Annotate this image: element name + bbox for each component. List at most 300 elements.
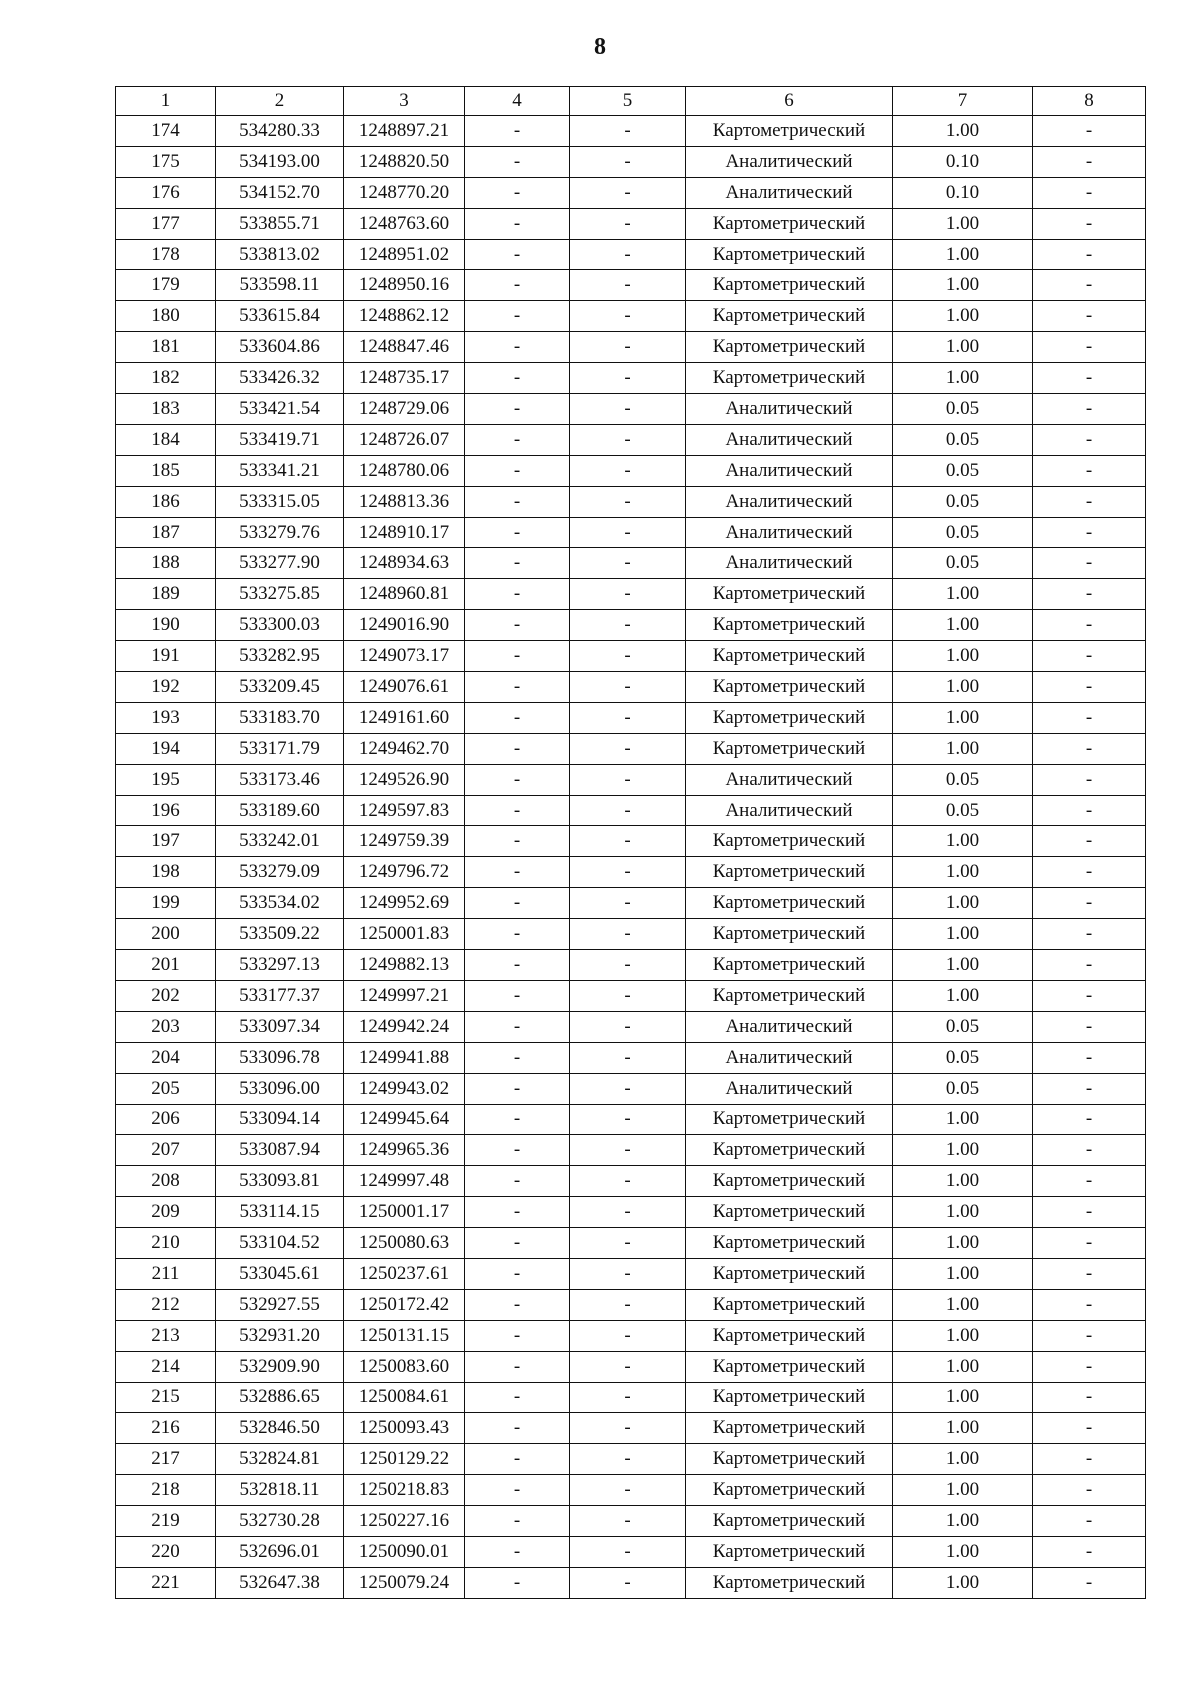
col5-cell: -	[570, 548, 686, 579]
point-number-cell: 215	[116, 1382, 216, 1413]
x-coordinate-cell: 533426.32	[216, 363, 344, 394]
col8-cell: -	[1033, 950, 1146, 981]
col4-cell: -	[465, 332, 570, 363]
x-coordinate-cell: 533421.54	[216, 394, 344, 425]
table-row	[116, 1413, 1146, 1444]
col5-cell: -	[570, 517, 686, 548]
col4-cell: -	[465, 950, 570, 981]
x-coordinate-cell: 533045.61	[216, 1258, 344, 1289]
col4-cell: -	[465, 888, 570, 919]
accuracy-cell: 0.05	[893, 795, 1033, 826]
table-row	[116, 1258, 1146, 1289]
accuracy-cell: 0.10	[893, 177, 1033, 208]
method-cell: Аналитический	[686, 1042, 893, 1073]
method-cell: Картометрический	[686, 239, 893, 270]
x-coordinate-cell: 533419.71	[216, 424, 344, 455]
col5-cell: -	[570, 1444, 686, 1475]
method-cell: Картометрический	[686, 1289, 893, 1320]
table-row	[116, 702, 1146, 733]
col4-cell: -	[465, 1444, 570, 1475]
y-coordinate-cell: 1249526.90	[344, 764, 465, 795]
point-number-cell: 197	[116, 826, 216, 857]
table-row	[116, 1536, 1146, 1567]
point-number-cell: 212	[116, 1289, 216, 1320]
col5-cell: -	[570, 1536, 686, 1567]
col4-cell: -	[465, 548, 570, 579]
y-coordinate-cell: 1250079.24	[344, 1567, 465, 1598]
column-header: 1	[116, 87, 216, 116]
method-cell: Аналитический	[686, 177, 893, 208]
method-cell: Аналитический	[686, 455, 893, 486]
y-coordinate-cell: 1249016.90	[344, 610, 465, 641]
col4-cell: -	[465, 455, 570, 486]
table-row	[116, 424, 1146, 455]
col8-cell: -	[1033, 486, 1146, 517]
x-coordinate-cell: 532647.38	[216, 1567, 344, 1598]
method-cell: Картометрический	[686, 1506, 893, 1537]
accuracy-cell: 1.00	[893, 888, 1033, 919]
point-number-cell: 206	[116, 1104, 216, 1135]
table-row	[116, 579, 1146, 610]
method-cell: Картометрический	[686, 733, 893, 764]
x-coordinate-cell: 532696.01	[216, 1536, 344, 1567]
accuracy-cell: 1.00	[893, 1320, 1033, 1351]
col4-cell: -	[465, 363, 570, 394]
point-number-cell: 217	[116, 1444, 216, 1475]
col8-cell: -	[1033, 764, 1146, 795]
table-row	[116, 1444, 1146, 1475]
accuracy-cell: 0.05	[893, 424, 1033, 455]
col4-cell: -	[465, 394, 570, 425]
col8-cell: -	[1033, 208, 1146, 239]
point-number-cell: 210	[116, 1228, 216, 1259]
col4-cell: -	[465, 826, 570, 857]
col8-cell: -	[1033, 1166, 1146, 1197]
col5-cell: -	[570, 177, 686, 208]
col8-cell: -	[1033, 177, 1146, 208]
col8-cell: -	[1033, 548, 1146, 579]
table-row	[116, 1011, 1146, 1042]
col8-cell: -	[1033, 702, 1146, 733]
point-number-cell: 201	[116, 950, 216, 981]
method-cell: Картометрический	[686, 950, 893, 981]
col4-cell: -	[465, 1506, 570, 1537]
y-coordinate-cell: 1249941.88	[344, 1042, 465, 1073]
table-row	[116, 270, 1146, 301]
x-coordinate-cell: 533087.94	[216, 1135, 344, 1166]
col5-cell: -	[570, 610, 686, 641]
y-coordinate-cell: 1248770.20	[344, 177, 465, 208]
table-row	[116, 857, 1146, 888]
method-cell: Аналитический	[686, 548, 893, 579]
table-row	[116, 733, 1146, 764]
col4-cell: -	[465, 1135, 570, 1166]
col5-cell: -	[570, 1506, 686, 1537]
col5-cell: -	[570, 1228, 686, 1259]
table-row	[116, 548, 1146, 579]
y-coordinate-cell: 1250131.15	[344, 1320, 465, 1351]
col5-cell: -	[570, 239, 686, 270]
col8-cell: -	[1033, 270, 1146, 301]
accuracy-cell: 0.05	[893, 486, 1033, 517]
method-cell: Картометрический	[686, 116, 893, 147]
point-number-cell: 183	[116, 394, 216, 425]
x-coordinate-cell: 532730.28	[216, 1506, 344, 1537]
point-number-cell: 194	[116, 733, 216, 764]
method-cell: Картометрический	[686, 1197, 893, 1228]
point-number-cell: 186	[116, 486, 216, 517]
method-cell: Картометрический	[686, 888, 893, 919]
y-coordinate-cell: 1249965.36	[344, 1135, 465, 1166]
point-number-cell: 175	[116, 146, 216, 177]
col8-cell: -	[1033, 888, 1146, 919]
col8-cell: -	[1033, 1042, 1146, 1073]
point-number-cell: 176	[116, 177, 216, 208]
accuracy-cell: 1.00	[893, 641, 1033, 672]
col4-cell: -	[465, 486, 570, 517]
y-coordinate-cell: 1249952.69	[344, 888, 465, 919]
table-row	[116, 1351, 1146, 1382]
col5-cell: -	[570, 733, 686, 764]
method-cell: Картометрический	[686, 1320, 893, 1351]
accuracy-cell: 0.10	[893, 146, 1033, 177]
method-cell: Картометрический	[686, 857, 893, 888]
accuracy-cell: 1.00	[893, 733, 1033, 764]
point-number-cell: 196	[116, 795, 216, 826]
col8-cell: -	[1033, 733, 1146, 764]
col8-cell: -	[1033, 1135, 1146, 1166]
table-row	[116, 795, 1146, 826]
point-number-cell: 209	[116, 1197, 216, 1228]
accuracy-cell: 1.00	[893, 1382, 1033, 1413]
col5-cell: -	[570, 826, 686, 857]
table-row	[116, 919, 1146, 950]
col5-cell: -	[570, 764, 686, 795]
col8-cell: -	[1033, 1197, 1146, 1228]
col4-cell: -	[465, 239, 570, 270]
col5-cell: -	[570, 1382, 686, 1413]
point-number-cell: 199	[116, 888, 216, 919]
method-cell: Картометрический	[686, 1258, 893, 1289]
method-cell: Аналитический	[686, 795, 893, 826]
method-cell: Картометрический	[686, 980, 893, 1011]
y-coordinate-cell: 1250001.17	[344, 1197, 465, 1228]
method-cell: Картометрический	[686, 270, 893, 301]
point-number-cell: 180	[116, 301, 216, 332]
point-number-cell: 218	[116, 1475, 216, 1506]
x-coordinate-cell: 533171.79	[216, 733, 344, 764]
point-number-cell: 191	[116, 641, 216, 672]
column-header: 5	[570, 87, 686, 116]
method-cell: Аналитический	[686, 394, 893, 425]
y-coordinate-cell: 1250227.16	[344, 1506, 465, 1537]
method-cell: Аналитический	[686, 764, 893, 795]
col4-cell: -	[465, 1289, 570, 1320]
table-row	[116, 332, 1146, 363]
col4-cell: -	[465, 919, 570, 950]
accuracy-cell: 0.05	[893, 1011, 1033, 1042]
accuracy-cell: 1.00	[893, 1166, 1033, 1197]
y-coordinate-cell: 1248934.63	[344, 548, 465, 579]
point-number-cell: 188	[116, 548, 216, 579]
table-row	[116, 239, 1146, 270]
method-cell: Картометрический	[686, 1351, 893, 1382]
method-cell: Аналитический	[686, 146, 893, 177]
coordinates-table	[115, 86, 1146, 1599]
col4-cell: -	[465, 702, 570, 733]
method-cell: Картометрический	[686, 919, 893, 950]
col8-cell: -	[1033, 610, 1146, 641]
accuracy-cell: 1.00	[893, 950, 1033, 981]
x-coordinate-cell: 533093.81	[216, 1166, 344, 1197]
col4-cell: -	[465, 1351, 570, 1382]
col4-cell: -	[465, 1197, 570, 1228]
point-number-cell: 205	[116, 1073, 216, 1104]
col4-cell: -	[465, 1166, 570, 1197]
method-cell: Картометрический	[686, 1475, 893, 1506]
col8-cell: -	[1033, 980, 1146, 1011]
col4-cell: -	[465, 1413, 570, 1444]
col4-cell: -	[465, 208, 570, 239]
col5-cell: -	[570, 857, 686, 888]
col5-cell: -	[570, 1567, 686, 1598]
col4-cell: -	[465, 672, 570, 703]
point-number-cell: 184	[116, 424, 216, 455]
accuracy-cell: 1.00	[893, 1444, 1033, 1475]
accuracy-cell: 0.05	[893, 548, 1033, 579]
point-number-cell: 182	[116, 363, 216, 394]
col8-cell: -	[1033, 672, 1146, 703]
method-cell: Картометрический	[686, 672, 893, 703]
point-number-cell: 221	[116, 1567, 216, 1598]
col8-cell: -	[1033, 1011, 1146, 1042]
y-coordinate-cell: 1249796.72	[344, 857, 465, 888]
col4-cell: -	[465, 857, 570, 888]
accuracy-cell: 1.00	[893, 1135, 1033, 1166]
x-coordinate-cell: 533604.86	[216, 332, 344, 363]
x-coordinate-cell: 533615.84	[216, 301, 344, 332]
accuracy-cell: 1.00	[893, 1197, 1033, 1228]
col8-cell: -	[1033, 641, 1146, 672]
col5-cell: -	[570, 919, 686, 950]
x-coordinate-cell: 534152.70	[216, 177, 344, 208]
table-row	[116, 1073, 1146, 1104]
x-coordinate-cell: 533534.02	[216, 888, 344, 919]
col5-cell: -	[570, 1475, 686, 1506]
accuracy-cell: 1.00	[893, 672, 1033, 703]
col4-cell: -	[465, 1228, 570, 1259]
y-coordinate-cell: 1248813.36	[344, 486, 465, 517]
accuracy-cell: 1.00	[893, 702, 1033, 733]
col5-cell: -	[570, 1011, 686, 1042]
table-row	[116, 455, 1146, 486]
accuracy-cell: 1.00	[893, 579, 1033, 610]
col8-cell: -	[1033, 1475, 1146, 1506]
table-row	[116, 1382, 1146, 1413]
method-cell: Аналитический	[686, 1073, 893, 1104]
x-coordinate-cell: 533509.22	[216, 919, 344, 950]
table-row	[116, 116, 1146, 147]
table-row	[116, 1135, 1146, 1166]
accuracy-cell: 0.05	[893, 517, 1033, 548]
col8-cell: -	[1033, 1073, 1146, 1104]
y-coordinate-cell: 1249997.21	[344, 980, 465, 1011]
table-row	[116, 146, 1146, 177]
method-cell: Картометрический	[686, 332, 893, 363]
x-coordinate-cell: 532824.81	[216, 1444, 344, 1475]
y-coordinate-cell: 1248950.16	[344, 270, 465, 301]
y-coordinate-cell: 1250218.83	[344, 1475, 465, 1506]
col4-cell: -	[465, 733, 570, 764]
col5-cell: -	[570, 455, 686, 486]
col4-cell: -	[465, 1567, 570, 1598]
col4-cell: -	[465, 764, 570, 795]
col4-cell: -	[465, 1042, 570, 1073]
y-coordinate-cell: 1248729.06	[344, 394, 465, 425]
table-row	[116, 177, 1146, 208]
accuracy-cell: 1.00	[893, 208, 1033, 239]
y-coordinate-cell: 1248735.17	[344, 363, 465, 394]
col5-cell: -	[570, 672, 686, 703]
col5-cell: -	[570, 1197, 686, 1228]
x-coordinate-cell: 533275.85	[216, 579, 344, 610]
col8-cell: -	[1033, 424, 1146, 455]
method-cell: Аналитический	[686, 424, 893, 455]
method-cell: Картометрический	[686, 702, 893, 733]
method-cell: Картометрический	[686, 1135, 893, 1166]
col4-cell: -	[465, 177, 570, 208]
y-coordinate-cell: 1249997.48	[344, 1166, 465, 1197]
x-coordinate-cell: 533813.02	[216, 239, 344, 270]
y-coordinate-cell: 1250129.22	[344, 1444, 465, 1475]
x-coordinate-cell: 533277.90	[216, 548, 344, 579]
col5-cell: -	[570, 1351, 686, 1382]
y-coordinate-cell: 1250172.42	[344, 1289, 465, 1320]
table-row	[116, 1104, 1146, 1135]
method-cell: Картометрический	[686, 301, 893, 332]
col4-cell: -	[465, 116, 570, 147]
col8-cell: -	[1033, 1444, 1146, 1475]
y-coordinate-cell: 1249161.60	[344, 702, 465, 733]
col4-cell: -	[465, 795, 570, 826]
col5-cell: -	[570, 1104, 686, 1135]
accuracy-cell: 1.00	[893, 1475, 1033, 1506]
table-row	[116, 950, 1146, 981]
table-row	[116, 517, 1146, 548]
col5-cell: -	[570, 424, 686, 455]
x-coordinate-cell: 533173.46	[216, 764, 344, 795]
x-coordinate-cell: 533242.01	[216, 826, 344, 857]
x-coordinate-cell: 533177.37	[216, 980, 344, 1011]
x-coordinate-cell: 532818.11	[216, 1475, 344, 1506]
col4-cell: -	[465, 424, 570, 455]
table-row	[116, 486, 1146, 517]
x-coordinate-cell: 533183.70	[216, 702, 344, 733]
col8-cell: -	[1033, 239, 1146, 270]
accuracy-cell: 1.00	[893, 919, 1033, 950]
table-row	[116, 672, 1146, 703]
col5-cell: -	[570, 1320, 686, 1351]
table-row	[116, 1197, 1146, 1228]
col8-cell: -	[1033, 1320, 1146, 1351]
y-coordinate-cell: 1249597.83	[344, 795, 465, 826]
accuracy-cell: 1.00	[893, 857, 1033, 888]
y-coordinate-cell: 1249945.64	[344, 1104, 465, 1135]
col5-cell: -	[570, 579, 686, 610]
accuracy-cell: 1.00	[893, 826, 1033, 857]
col5-cell: -	[570, 1166, 686, 1197]
col5-cell: -	[570, 888, 686, 919]
col4-cell: -	[465, 1011, 570, 1042]
accuracy-cell: 0.05	[893, 764, 1033, 795]
col5-cell: -	[570, 332, 686, 363]
point-number-cell: 219	[116, 1506, 216, 1537]
x-coordinate-cell: 533282.95	[216, 641, 344, 672]
x-coordinate-cell: 533094.14	[216, 1104, 344, 1135]
col5-cell: -	[570, 394, 686, 425]
point-number-cell: 178	[116, 239, 216, 270]
x-coordinate-cell: 532927.55	[216, 1289, 344, 1320]
table-row	[116, 1289, 1146, 1320]
col4-cell: -	[465, 1073, 570, 1104]
col5-cell: -	[570, 486, 686, 517]
y-coordinate-cell: 1248897.21	[344, 116, 465, 147]
table-row	[116, 394, 1146, 425]
col8-cell: -	[1033, 826, 1146, 857]
col5-cell: -	[570, 1135, 686, 1166]
table-row	[116, 1567, 1146, 1598]
table-row	[116, 826, 1146, 857]
method-cell: Аналитический	[686, 517, 893, 548]
y-coordinate-cell: 1249076.61	[344, 672, 465, 703]
method-cell: Аналитический	[686, 1011, 893, 1042]
page-number: 8	[594, 34, 606, 60]
y-coordinate-cell: 1249882.13	[344, 950, 465, 981]
x-coordinate-cell: 533097.34	[216, 1011, 344, 1042]
x-coordinate-cell: 533279.09	[216, 857, 344, 888]
y-coordinate-cell: 1248951.02	[344, 239, 465, 270]
point-number-cell: 207	[116, 1135, 216, 1166]
point-number-cell: 200	[116, 919, 216, 950]
column-header: 3	[344, 87, 465, 116]
x-coordinate-cell: 533341.21	[216, 455, 344, 486]
point-number-cell: 211	[116, 1258, 216, 1289]
y-coordinate-cell: 1250237.61	[344, 1258, 465, 1289]
col8-cell: -	[1033, 455, 1146, 486]
x-coordinate-cell: 533598.11	[216, 270, 344, 301]
col8-cell: -	[1033, 517, 1146, 548]
col8-cell: -	[1033, 301, 1146, 332]
accuracy-cell: 1.00	[893, 363, 1033, 394]
col8-cell: -	[1033, 1228, 1146, 1259]
table-row	[116, 1228, 1146, 1259]
accuracy-cell: 1.00	[893, 610, 1033, 641]
x-coordinate-cell: 533300.03	[216, 610, 344, 641]
accuracy-cell: 1.00	[893, 1351, 1033, 1382]
y-coordinate-cell: 1248726.07	[344, 424, 465, 455]
col5-cell: -	[570, 363, 686, 394]
col5-cell: -	[570, 270, 686, 301]
method-cell: Картометрический	[686, 641, 893, 672]
col8-cell: -	[1033, 795, 1146, 826]
method-cell: Картометрический	[686, 1382, 893, 1413]
col8-cell: -	[1033, 116, 1146, 147]
accuracy-cell: 1.00	[893, 332, 1033, 363]
table-row	[116, 1506, 1146, 1537]
point-number-cell: 213	[116, 1320, 216, 1351]
accuracy-cell: 1.00	[893, 1228, 1033, 1259]
method-cell: Картометрический	[686, 579, 893, 610]
